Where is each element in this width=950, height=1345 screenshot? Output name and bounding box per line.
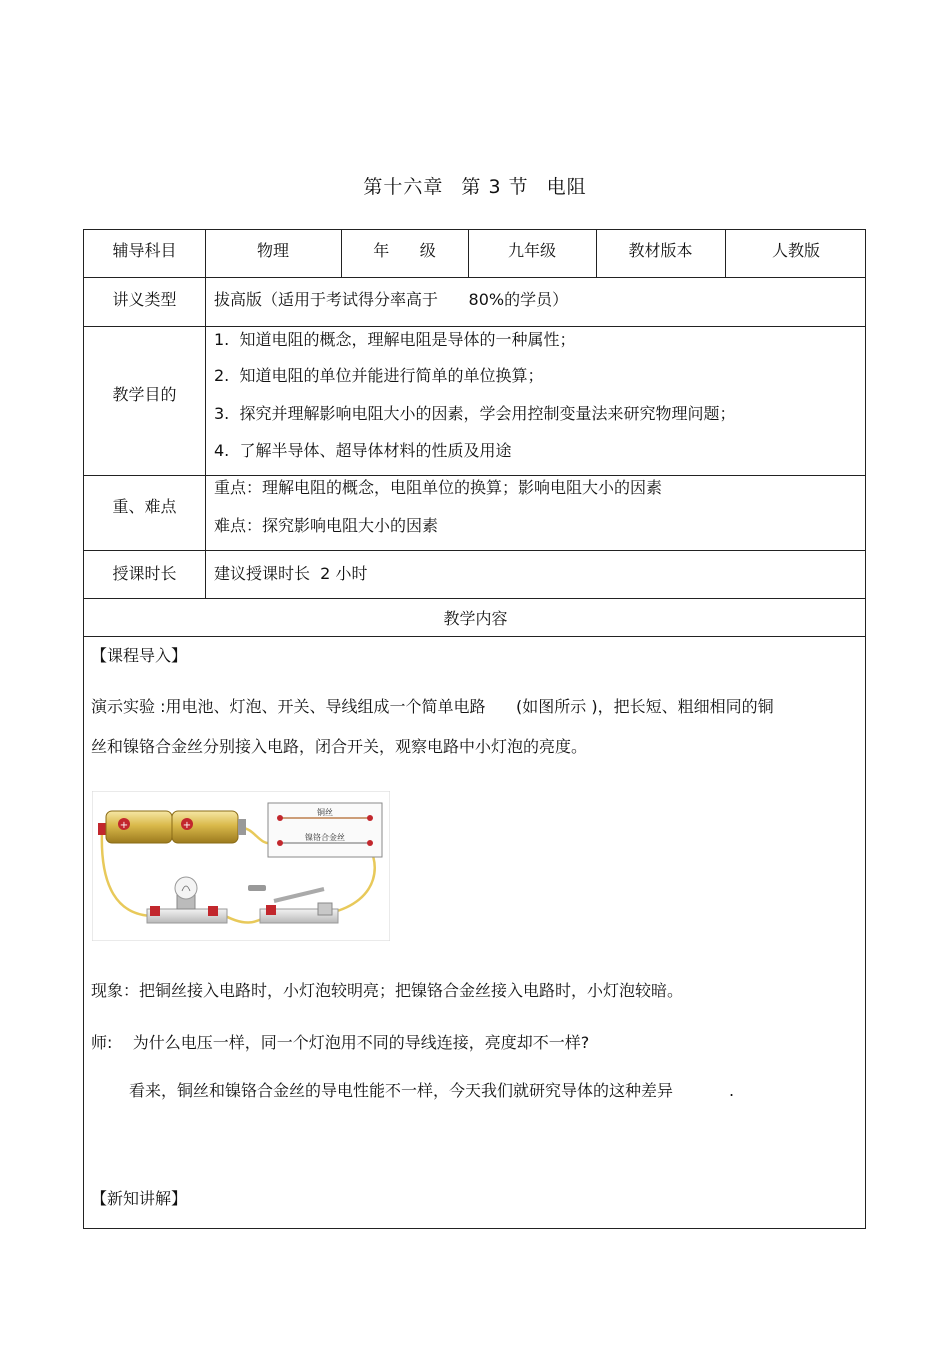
content-header: 教学内容 [443,609,508,628]
demo-text-line1: 演示实验 :用电池、灯泡、开关、导线组成一个简单电路 (如图所示 )，把长短、粗细相同的铜 [91,697,774,716]
nichrome-wire-label: 镍铬合金丝 [305,833,345,842]
goal-item: 4. 了解半导体、超导体材料的性质及用途 [214,441,512,460]
grade-label: 年 级 [373,241,436,260]
svg-text:+: + [182,820,192,831]
teacher-question: 师: 为什么电压一样，同一个灯泡用不同的导线连接，亮度却不一样? [91,1033,590,1052]
goal-item: 1. 知道电阻的概念，理解电阻是导体的一种属性； [214,330,576,349]
lesson-table [83,229,866,1229]
edition-value: 人教版 [771,241,820,260]
phenomenon-text: 现象：把铜丝接入电路时，小灯泡较明亮；把镍铬合金丝接入电路时，小灯泡较暗。 [91,981,684,1000]
chapter-label: 第十六章 [363,176,444,198]
edition-label: 教材版本 [628,241,693,260]
grade-value: 九年级 [507,241,556,260]
copper-wire-label: 铜丝 [317,808,333,817]
goal-item: 3. 探究并理解影响电阻大小的因素，学会用控制变量法来研究物理问题； [214,404,736,423]
goal-item: 2. 知道电阻的单位并能进行简单的单位换算； [214,366,544,385]
teaching-goal-label: 教学目的 [112,385,177,404]
circuit-diagram [92,791,390,941]
intro-heading: 【课程导入】 [91,646,188,665]
page-title [0,172,950,199]
section-label: 第 3 节 [461,176,529,198]
conclusion-text: 看来，铜丝和镍铬合金丝的导电性能不一样，今天我们就研究导体的这种差异 . [129,1081,735,1100]
svg-text:+: + [119,820,129,831]
subject-label: 辅导科目 [112,241,177,260]
demo-text-line2: 丝和镍铬合金丝分别接入电路，闭合开关，观察电路中小灯泡的亮度。 [91,737,588,756]
key-points-label: 重、难点 [112,497,177,516]
difficulty-line: 难点：探究影响电阻大小的因素 [214,516,439,535]
handout-type-value: 拔高版（适用于考试得分率高于 80%的学员） [214,290,569,309]
topic-label: 电阻 [546,176,587,198]
handout-type-label: 讲义类型 [112,290,177,309]
duration-value: 建议授课时长 2 小时 [214,564,368,583]
new-knowledge-heading: 【新知讲解】 [91,1189,188,1208]
key-point-line: 重点：理解电阻的概念，电阻单位的换算；影响电阻大小的因素 [214,478,663,497]
duration-label: 授课时长 [112,564,177,583]
subject-value: 物理 [256,241,289,260]
